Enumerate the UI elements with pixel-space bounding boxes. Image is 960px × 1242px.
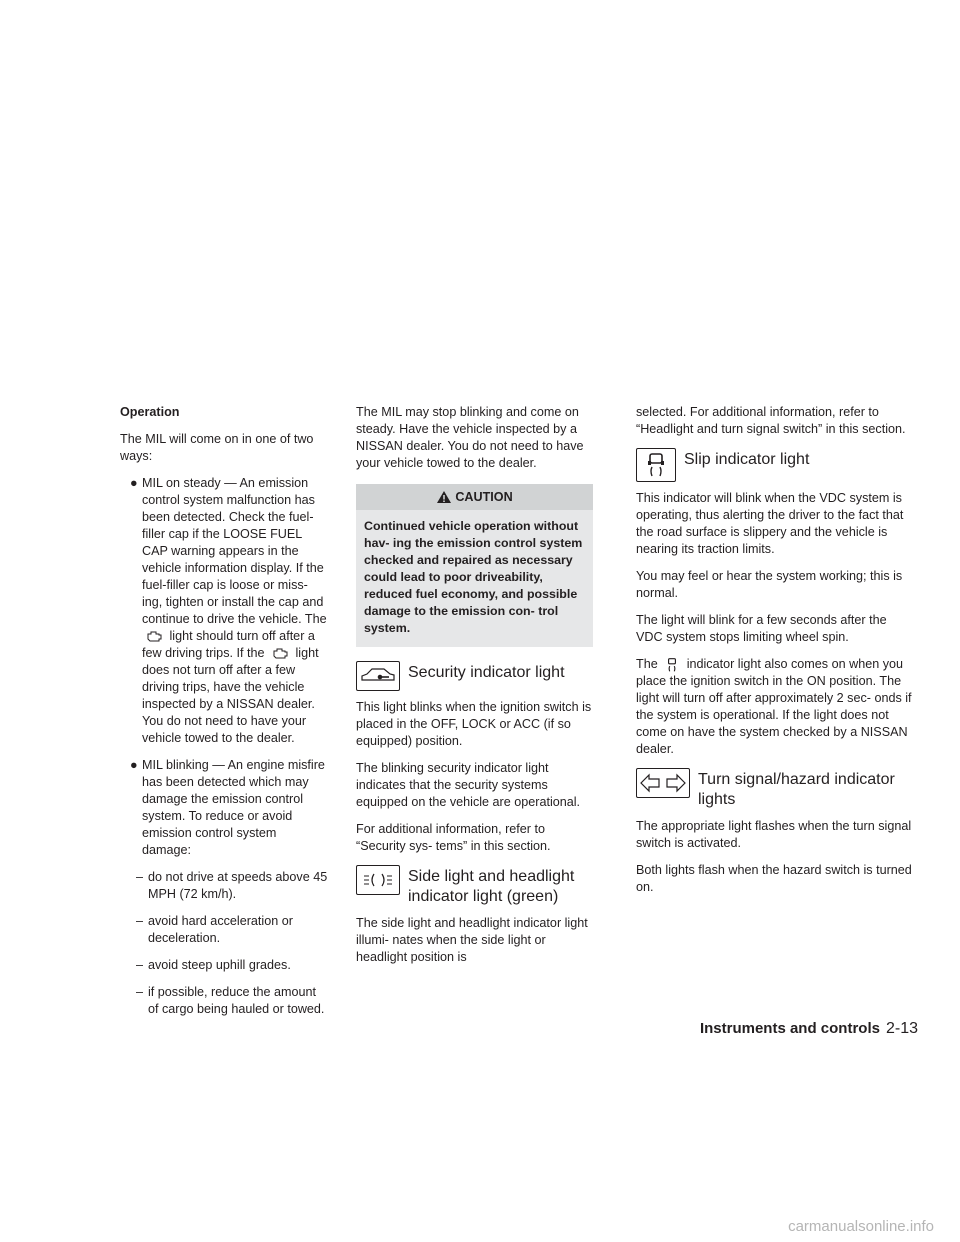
operation-intro: The MIL will come on in one of two ways:	[120, 432, 314, 463]
slip-p3: The light will blink for a few seconds after the VDC system stops limiting wheel spin.	[636, 613, 887, 644]
security-section-header	[356, 661, 593, 691]
slip-p4: The indicator light also comes on when you place the ignition switch in the ON position. The light will turn off after approximately 2 sec- onds if the system is operational. If the light does not come on have the system checked by a NISSAN dealer.	[636, 657, 912, 756]
bullet-mil-steady: ● MIL on steady — An emission control system malfunction has been detected. Check the fuel-filler cap if the LOOSE FUEL CAP warning appears in the vehicle information display. If the fuel-filler cap is loose or miss- ing, tighten or install the cap and continue to drive the vehicle. The light should turn off after a few driving trips. If the light does not turn off after a few driving trips, have the vehicle inspected by a NISSAN dealer. You do not need to have your vehicle towed to the dealer.	[130, 476, 327, 745]
bullet-mil-blinking: ● MIL blinking — An engine misfire has been detected which may damage the emission control system. To reduce or avoid emission control system damage:	[130, 758, 325, 857]
caution-header	[356, 484, 593, 510]
page-number: 2-13	[885, 1020, 918, 1037]
dash-item: – avoid hard acceleration or deceleration.	[136, 914, 293, 945]
column-middle	[356, 404, 593, 976]
turn-signal-section-header	[636, 768, 914, 810]
turn-signal-arrows-icon	[636, 768, 690, 798]
side-light-continued: selected. For additional information, refer to “Headlight and turn signal switch” in this section.	[636, 405, 906, 436]
security-p3: For additional information, refer to “Security sys- tems” in this section.	[356, 822, 551, 853]
security-p1: This light blinks when the ignition switch is placed in the OFF, LOCK or ACC (if so equipped) position.	[356, 700, 592, 748]
slip-p2: You may feel or hear the system working; this is normal.	[636, 569, 903, 600]
column-right	[636, 404, 914, 906]
dash-item: – if possible, reduce the amount of cargo being hauled or towed.	[136, 985, 325, 1016]
column-left	[120, 404, 328, 1028]
turn-signal-title: Turn signal/hazard indicator lights	[698, 771, 895, 808]
slip-p1: This indicator will blink when the VDC system is operating, thus alerting the driver to the fact that the road surface is slippery and the vehicle is nearing its traction limits.	[636, 491, 904, 556]
caution-body: Continued vehicle operation without hav- ing the emission control system checked and repaired as necessary could lead to poor driveability, reduced fuel economy, and possible damage to the emission con- trol system.	[356, 510, 593, 647]
bullet-dot-icon: ●	[130, 758, 138, 772]
footer-section-title: Instruments and controls	[699, 1020, 880, 1037]
side-light-p1: The side light and headlight indicator light illumi- nates when the side light or headlight position is	[356, 916, 588, 964]
side-light-icon	[356, 865, 400, 895]
caution-title: CAUTION	[455, 489, 513, 504]
operation-heading: Operation	[120, 405, 180, 419]
security-p2: The blinking security indicator light indicates that the security systems equipped on the vehicle are operational.	[356, 761, 581, 809]
slip-section-header	[636, 448, 914, 482]
check-engine-icon	[146, 631, 162, 642]
slip-indicator-icon	[665, 657, 679, 673]
check-engine-icon	[272, 648, 288, 659]
side-light-title: Side light and headlight indicator light (green)	[408, 868, 575, 905]
watermark: carmanualsonline.info	[788, 1217, 934, 1235]
slip-title: Slip indicator light	[684, 451, 810, 468]
side-light-section-header	[356, 865, 593, 907]
slip-indicator-icon	[636, 448, 676, 482]
dash-item: – do not drive at speeds above 45 MPH (72 km/h).	[136, 870, 328, 901]
turn-p1: The appropriate light flashes when the turn signal switch is activated.	[636, 819, 912, 850]
dash-item: – avoid steep uphill grades.	[136, 958, 291, 972]
security-title: Security indicator light	[408, 664, 565, 681]
turn-p2: Both lights flash when the hazard switch is turned on.	[636, 863, 912, 894]
warning-triangle-icon	[436, 490, 452, 504]
mil-stop-paragraph: The MIL may stop blinking and come on steady. Have the vehicle inspected by a NISSAN dealer. You do not need to have your vehicle towed to the dealer.	[356, 405, 584, 470]
security-car-key-icon	[356, 661, 400, 691]
bullet-dot-icon: ●	[130, 476, 138, 490]
page-footer	[700, 1020, 918, 1038]
